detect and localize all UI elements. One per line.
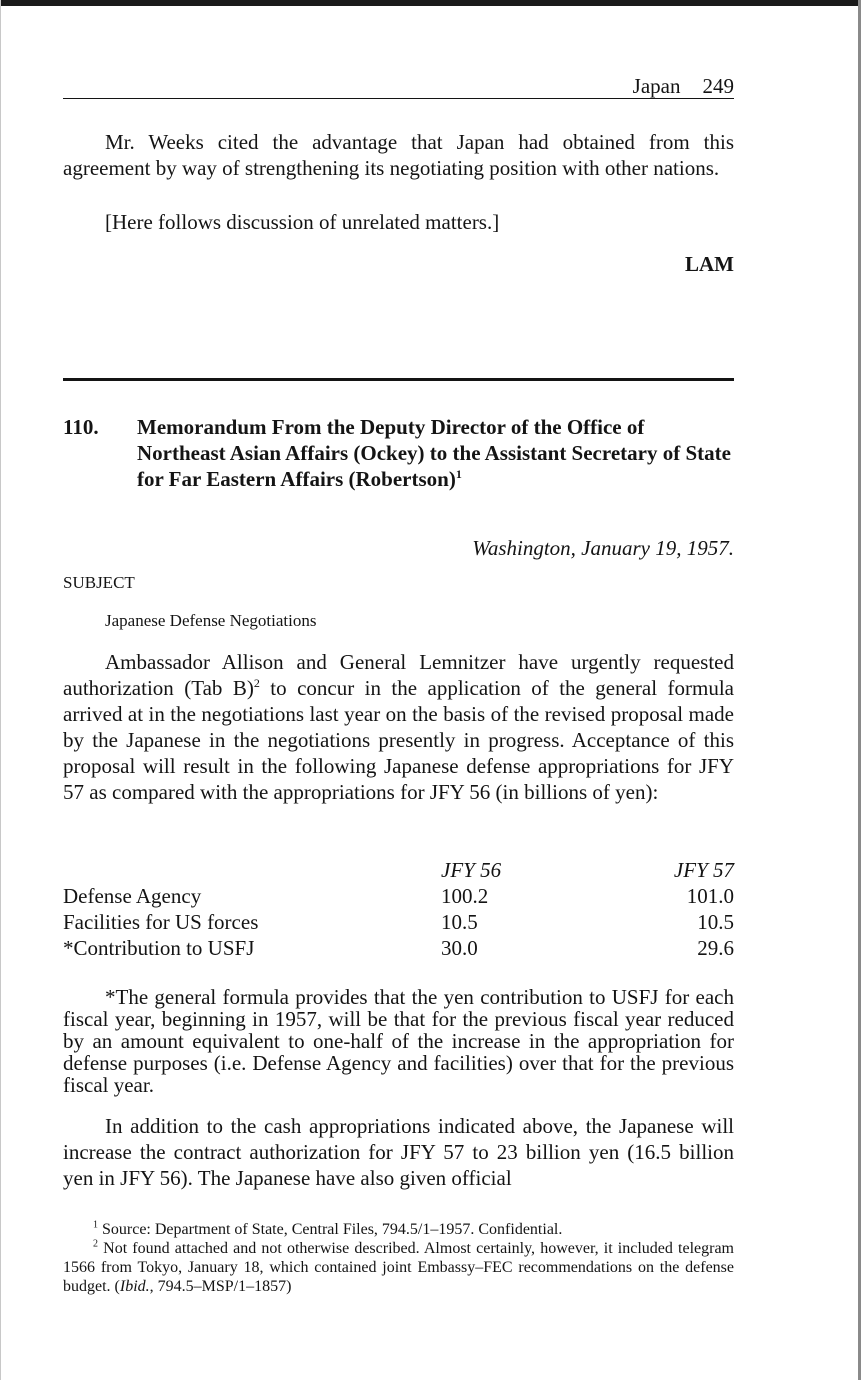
footnote-text-a: Not found attached and not otherwise described. Almost certainly, however, it included telegram 1566 from Tokyo, January 18, which contained joint Embassy–FEC recommendations on the defense budget. ( [63, 1240, 734, 1295]
footnote-1 [63, 1220, 734, 1239]
table-header-row [63, 858, 734, 884]
memo-paragraph-1-b: to concur in the application of the general formula arrived at in the negotiations last year on the basis of the revised proposal made by the Japanese in the negotiations presently in progress. Acceptance of this proposal will result in the following Japanese defense appropriations for JFY 57 as compared with the appropriations for JFY 56 (in billions of yen): [63, 676, 734, 804]
column-header-jfy57: JFY 57 [673, 858, 734, 882]
table-footnote: *The general formula provides that the yen contribution to USFJ for each fiscal year, beginning in 1957, will be that for the previous fiscal year reduced by an amount equivalent to one-half of the increase in the appropriation for defense purposes (i.e. Defense Agency and facilities) over that for the previous fiscal year. [63, 985, 734, 1097]
page-top-edge [0, 0, 861, 6]
row-label: Defense Agency [63, 884, 202, 908]
signature: LAM [685, 252, 734, 276]
cell-jfy57: 101.0 [686, 884, 734, 908]
footnotes [63, 1220, 734, 1296]
memo-paragraph-2: In addition to the cash appropriations indicated above, the Japanese will increase the contract authorization for JFY 57 to 23 billion yen (16.5 billion yen in JFY 56). The Japanese have also given official [63, 1114, 734, 1190]
footnote-mark: 2 [93, 1238, 98, 1250]
table-row [63, 910, 734, 936]
footnote-text: Source: Department of State, Central Files, 794.5/1–1957. Confidential. [102, 1221, 563, 1238]
row-label: *Contribution to USFJ [63, 936, 255, 960]
table-row [63, 884, 734, 910]
running-header-title: Japan [632, 74, 681, 98]
subject-label: SUBJECT [63, 573, 135, 592]
prev-doc-paragraph: Mr. Weeks cited the advantage that Japan had obtained from this agreement by way of strengthening its negotiating position with other nations. [63, 130, 734, 180]
document-title-text: Memorandum From the Deputy Director of the Office of Northeast Asian Affairs (Ockey) to the Assistant Secretary of State for Far Eastern Affairs (Robertson) [137, 415, 731, 491]
header-rule [63, 98, 734, 99]
document-title [137, 414, 737, 492]
footnote-ibid: Ibid. [119, 1278, 150, 1295]
footnote-2 [63, 1239, 734, 1296]
page-left-edge [0, 0, 1, 1380]
page-number: 249 [702, 74, 734, 98]
cell-jfy57: 10.5 [697, 910, 734, 934]
document-separator-rule [63, 378, 734, 381]
cell-jfy57: 29.6 [697, 936, 734, 960]
subject-text: Japanese Defense Negotiations [105, 611, 317, 630]
title-footnote-ref: 1 [455, 467, 462, 481]
table-row [63, 936, 734, 962]
cell-jfy56: 10.5 [441, 910, 478, 934]
para-footnote-ref: 2 [253, 676, 260, 690]
footnote-text-b: , 794.5–MSP/1–1857) [149, 1278, 292, 1295]
cell-jfy56: 30.0 [441, 936, 478, 960]
footnote-mark: 1 [93, 1219, 98, 1231]
running-header [63, 74, 734, 98]
appropriations-table [63, 858, 734, 962]
document-number: 110. [63, 415, 99, 439]
dateline: Washington, January 19, 1957. [472, 536, 734, 560]
editorial-note: [Here follows discussion of unrelated matters.] [105, 210, 500, 234]
memo-paragraph-1 [63, 649, 734, 805]
memo-paragraph-1-a: Ambassador Allison and General Lemnitzer have urgently requested authorization (Tab B) [63, 650, 734, 700]
column-header-jfy56: JFY 56 [441, 858, 502, 882]
row-label: Facilities for US forces [63, 910, 259, 934]
cell-jfy56: 100.2 [441, 884, 489, 908]
